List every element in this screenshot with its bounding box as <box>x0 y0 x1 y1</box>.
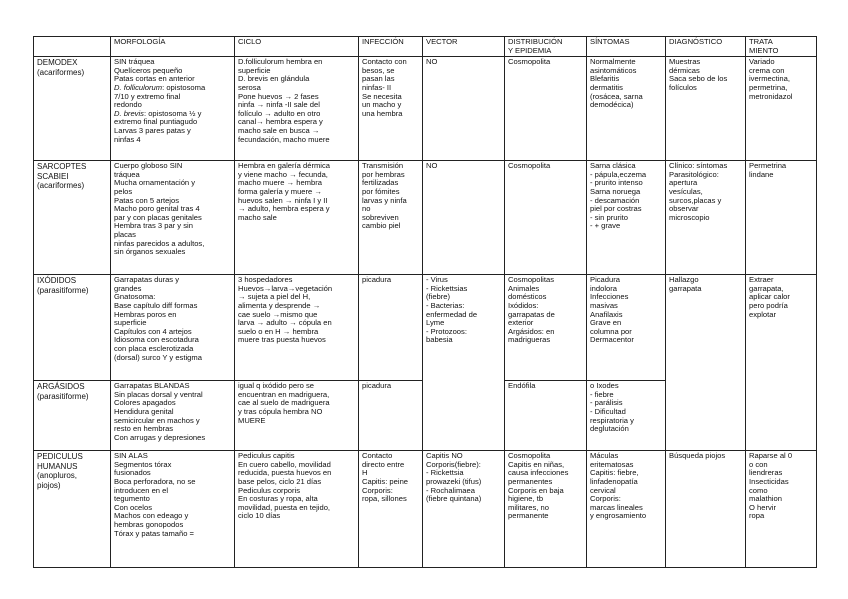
cell-line: fecundación, macho muere <box>238 134 330 144</box>
cell-line: Normalmente <box>590 57 636 67</box>
cell-line: D.folliculorum hembra en <box>238 57 323 67</box>
cell-line: H <box>362 468 368 478</box>
cell-line: Larvas 3 pares patas y <box>114 125 191 135</box>
header-row <box>34 37 817 57</box>
cell-line: tráquea <box>114 169 140 179</box>
cell-line: Mucha ornamentación y <box>114 178 196 188</box>
column-header <box>423 37 505 57</box>
cell-line: Corporis(fiebre): <box>426 459 481 469</box>
cell-line: permanentes <box>508 476 553 486</box>
cell-line: resto en hembras <box>114 424 174 434</box>
column-header <box>746 37 817 57</box>
cell-line: eritematosas <box>590 459 634 469</box>
cell-line: Endófila <box>508 381 536 391</box>
cell-line: (parasitiforme) <box>37 391 89 401</box>
cell-line: metronidazol <box>749 91 793 101</box>
cell-line: ropa <box>749 511 765 521</box>
species-cell <box>34 381 111 451</box>
column-header <box>505 37 587 57</box>
column-header <box>111 37 235 57</box>
cell-line: semicircular en machos y <box>114 415 200 425</box>
column-header <box>34 37 111 57</box>
cell-line: cambio piel <box>362 221 401 231</box>
cell-line: Capitis NO <box>426 451 463 461</box>
cell-line: D. brevis en glándula <box>238 74 310 84</box>
cell-line: marcas lineales <box>590 502 643 512</box>
cell-line: DIAGNÓSTICO <box>669 37 723 46</box>
cell-line: Quelíceros pequeño <box>114 65 183 75</box>
cell-line: demodécica) <box>590 100 634 110</box>
cell-line: ivermectina, <box>749 74 790 84</box>
cell-line: base pelos, ciclo 21 días <box>238 476 322 486</box>
cell-line: babesia <box>426 335 453 345</box>
cell-line: prowazeki (tifus) <box>426 476 482 486</box>
cell-line: NO <box>426 161 438 171</box>
cell-line: cae suelo →mismo que <box>238 309 318 319</box>
cell-morfologia <box>111 451 235 568</box>
cell-line: columna por <box>590 326 632 336</box>
cell-sintomas <box>587 57 666 161</box>
cell-line: SIN ALAS <box>114 451 148 461</box>
cell-line: y viene macho → fecunda, <box>238 169 328 179</box>
cell-sintomas <box>587 275 666 381</box>
cell-tratamiento <box>746 275 817 451</box>
cell-line: (acariformes) <box>37 181 85 191</box>
cell-line: Muestras <box>669 57 701 67</box>
cell-line-rest: : opistosoma ½ y <box>143 108 202 118</box>
parasites-table <box>33 36 817 568</box>
cell-line: garrapata, <box>749 283 784 293</box>
cell-line: (fiebre) <box>426 292 451 302</box>
cell-tratamiento <box>746 451 817 568</box>
cell-line: Base capítulo diff formas <box>114 300 198 310</box>
cell-line: lindane <box>749 169 774 179</box>
cell-line: superficie <box>238 65 271 75</box>
table-row <box>34 451 817 568</box>
cell-line: surcos,placas y <box>669 195 722 205</box>
cell-sintomas <box>587 451 666 568</box>
cell-line: CICLO <box>238 37 262 46</box>
cell-line: directo entre <box>362 459 405 469</box>
cell-line: Contacto <box>362 451 393 461</box>
cell-infeccion <box>359 161 423 275</box>
cell-line: 7/10 y extremo final <box>114 91 181 101</box>
cell-line: Con arrugas y depresiones <box>114 432 206 442</box>
cell-line: Raparse al 0 <box>749 451 793 461</box>
cell-sintomas <box>587 381 666 451</box>
cell-line: Pediculus corporis <box>238 485 301 495</box>
cell-line: permetrina, <box>749 82 788 92</box>
cell-line: SCABIEI <box>37 171 69 181</box>
cell-line: sin órganos sexuales <box>114 247 186 257</box>
cell-line: ninfas parecidos a adultos, <box>114 238 205 248</box>
cell-line: par y con placas genitales <box>114 212 202 222</box>
cell-line: DEMODEX <box>37 58 78 68</box>
species-name: D. folliculorum <box>114 82 163 92</box>
cell-line: VECTOR <box>426 37 458 46</box>
cell-line: - + grave <box>590 221 621 231</box>
cell-line: dermatitis <box>590 82 623 92</box>
cell-line: reducida, puesta huevos en <box>238 468 332 478</box>
cell-infeccion <box>359 451 423 568</box>
cell-line: besos, se <box>362 65 395 75</box>
cell-line: Búsqueda piojos <box>669 451 726 461</box>
cell-line: (fiebre quintana) <box>426 494 482 504</box>
cell-line: folículos <box>669 82 697 92</box>
cell-line: → adulto, hembra espera y <box>238 204 330 214</box>
cell-diagnostico <box>666 161 746 275</box>
cell-line: larva → adulto → cópula en <box>238 318 332 328</box>
cell-line: garrapatas de <box>508 309 555 319</box>
cell-line: Hallazgo <box>669 275 699 285</box>
cell-line: vesículas, <box>669 186 703 196</box>
cell-line: O hervir <box>749 502 777 512</box>
cell-line: aplicar calor <box>749 292 790 302</box>
cell-line: o Ixodes <box>590 381 619 391</box>
cell-ciclo <box>235 275 359 381</box>
cell-line: serosa <box>238 82 261 92</box>
cell-line: huevos salen → ninfa I y II <box>238 195 328 205</box>
cell-line: o con <box>749 459 768 469</box>
cell-line: NO <box>426 57 438 67</box>
cell-line: ciclo 10 días <box>238 511 281 521</box>
cell-line: tegumento <box>114 494 150 504</box>
cell-line: explotar <box>749 309 777 319</box>
cell-line: suelo o en H → hembra <box>238 326 319 336</box>
cell-line: Cosmopolita <box>508 161 551 171</box>
document-page <box>33 36 816 568</box>
cell-line: microscopio <box>669 212 710 222</box>
species-cell <box>34 275 111 381</box>
cell-line: Macho poro genital tras 4 <box>114 204 200 214</box>
cell-line: como <box>749 485 768 495</box>
cell-vector <box>423 57 505 161</box>
cell-distribucion <box>505 275 587 381</box>
cell-line: cervical <box>590 485 616 495</box>
cell-vector <box>423 275 505 451</box>
cell-line: (rosácea, sarna <box>590 91 643 101</box>
cell-line: - prurito intenso <box>590 178 643 188</box>
cell-line: Anafilaxis <box>590 309 623 319</box>
cell-line: muere tras puesta huevos <box>238 335 326 345</box>
cell-line: Cosmopolita <box>508 451 551 461</box>
cell-line: folículo → adulto en otro <box>238 108 321 118</box>
cell-line: Extraer <box>749 275 774 285</box>
cell-line: Con ocelos <box>114 502 152 512</box>
cell-morfologia <box>111 275 235 381</box>
cell-line: Permetrina <box>749 161 787 171</box>
cell-line: encuentran en madriguera, <box>238 389 330 399</box>
cell-line: forma galería y muere → <box>238 186 322 196</box>
cell-line: Corporis: <box>590 494 621 504</box>
cell-infeccion <box>359 275 423 381</box>
cell-line: y engrosamiento <box>590 511 647 521</box>
cell-line: Patas con 5 artejos <box>114 195 180 205</box>
cell-line: En cuero cabello, movilidad <box>238 459 331 469</box>
cell-line: ARGÁSIDOS <box>37 382 85 392</box>
cell-line: superficie <box>114 318 147 328</box>
cell-line: (anopluros, <box>37 471 78 481</box>
table-row <box>34 275 817 381</box>
cell-line: - Rickettsias <box>426 283 468 293</box>
cell-line: piojos) <box>37 480 61 490</box>
cell-line: Pediculus capitis <box>238 451 295 461</box>
cell-line: Machos con edeago y <box>114 511 189 521</box>
cell-line: HUMANUS <box>37 461 78 471</box>
cell-line: linfadenopatía <box>590 476 638 486</box>
cell-line: Hembra en galería dérmica <box>238 161 331 171</box>
cell-line: Corporis en baja <box>508 485 564 495</box>
cell-line: Máculas <box>590 451 619 461</box>
cell-line: cae al suelo de madriguera <box>238 398 330 408</box>
cell-line: no <box>362 204 371 214</box>
cell-diagnostico <box>666 57 746 161</box>
cell-line: Ixódidos: <box>508 300 539 310</box>
cell-line: Insecticidas <box>749 476 789 486</box>
cell-tratamiento <box>746 57 817 161</box>
cell-line: Sin placas dorsal y ventral <box>114 389 203 399</box>
table-row <box>34 57 817 161</box>
cell-line: Contacto con <box>362 57 407 67</box>
cell-line: - Rochalimaea <box>426 485 475 495</box>
cell-line: Segmentos tórax <box>114 459 172 469</box>
cell-line: redondo <box>114 100 142 110</box>
cell-line: Hembras poros en <box>114 309 177 319</box>
cell-line: Transmisión <box>362 161 404 171</box>
cell-line: macho sale en busca → <box>238 125 320 135</box>
cell-line: Sarna noruega <box>590 186 641 196</box>
column-header <box>235 37 359 57</box>
cell-line: respiratoria y <box>590 415 634 425</box>
species-cell <box>34 451 111 568</box>
cell-line: apertura <box>669 178 698 188</box>
cell-line: alimenta y desprende → <box>238 300 321 310</box>
cell-line: extremo final puntiagudo <box>114 117 198 127</box>
cell-line: Parasitológico: <box>669 169 719 179</box>
cell-line: un macho y <box>362 100 402 110</box>
cell-line: - descamación <box>590 195 640 205</box>
cell-distribucion <box>505 161 587 275</box>
cell-line: Lyme <box>426 318 445 328</box>
table-row <box>34 161 817 275</box>
cell-line: Capitis en niñas, <box>508 459 565 469</box>
cell-sintomas <box>587 161 666 275</box>
column-header <box>587 37 666 57</box>
cell-line: (dorsal) surco Y y estigma <box>114 352 202 362</box>
cell-line: pero podría <box>749 300 788 310</box>
cell-line: larvas y ninfa <box>362 195 407 205</box>
cell-line: igual q ixódido pero se <box>238 381 314 391</box>
cell-line: (acariformes) <box>37 67 85 77</box>
cell-morfologia <box>111 161 235 275</box>
cell-line: pelos <box>114 186 133 196</box>
cell-vector <box>423 451 505 568</box>
cell-line: domésticos <box>508 292 547 302</box>
cell-line: Cosmopolita <box>508 57 551 67</box>
cell-line: - parálisis <box>590 398 623 408</box>
cell-diagnostico <box>666 275 746 451</box>
cell-line: Garrapatas BLANDAS <box>114 381 190 391</box>
cell-line: Colores apagados <box>114 398 176 408</box>
cell-line: SIN tráquea <box>114 57 155 67</box>
cell-line: Corporis: <box>362 485 393 495</box>
cell-line: - fiebre <box>590 389 614 399</box>
cell-line: por hembras <box>362 169 405 179</box>
cell-line: Tórax y patas tamaño = <box>114 528 194 538</box>
cell-line: macho muere → hembra <box>238 178 322 188</box>
cell-line: Animales <box>508 283 540 293</box>
cell-line: Argásidos: en <box>508 326 555 336</box>
cell-line: Clínico: síntomas <box>669 161 728 171</box>
cell-ciclo <box>235 381 359 451</box>
cell-line: - pápula,eczema <box>590 169 647 179</box>
cell-line: Huevos→larva→vegetación <box>238 283 333 293</box>
cell-line: → sujeta a piel del H, <box>238 292 311 302</box>
cell-line: Capitis: peine <box>362 476 409 486</box>
cell-line: (parasitiforme) <box>37 285 89 295</box>
cell-tratamiento <box>746 161 817 275</box>
cell-line: Y EPIDEMIA <box>508 45 552 55</box>
cell-line: causa infecciones <box>508 468 569 478</box>
species-cell <box>34 57 111 161</box>
cell-line: SARCOPTES <box>37 162 87 172</box>
cell-line: placas <box>114 229 136 239</box>
cell-line: canal→ hembra espera y <box>238 117 323 127</box>
cell-ciclo <box>235 451 359 568</box>
cell-line: Idiosoma con escotadura <box>114 335 199 345</box>
cell-line: Variado <box>749 57 775 67</box>
cell-line: y tras cópula hembra NO <box>238 406 323 416</box>
cell-line: grandes <box>114 283 142 293</box>
cell-line: ninfas 4 <box>114 134 141 144</box>
cell-line: crema con <box>749 65 785 75</box>
cell-line: Cosmopolitas <box>508 275 555 285</box>
cell-line: permanente <box>508 511 549 521</box>
cell-line: por fómites <box>362 186 400 196</box>
cell-line: garrapata <box>669 283 702 293</box>
cell-line: macho sale <box>238 212 277 222</box>
cell-line: - Bacterias: <box>426 300 465 310</box>
cell-line: introducen en el <box>114 485 169 495</box>
cell-line: exterior <box>508 318 534 328</box>
cell-line: SÍNTOMAS <box>590 37 630 46</box>
cell-line: dérmicas <box>669 65 700 75</box>
cell-line: Saca sebo de los <box>669 74 728 84</box>
cell-line: malathion <box>749 494 782 504</box>
cell-line: Se necesita <box>362 91 402 101</box>
cell-line: picadura <box>362 381 392 391</box>
species-name: D. brevis <box>114 108 144 118</box>
cell-line: madrigueras <box>508 335 551 345</box>
cell-line: Blefaritis <box>590 74 620 84</box>
cell-line: - Dificultad <box>590 406 626 416</box>
cell-line: hembras gonopodos <box>114 519 184 529</box>
cell-line: MUERE <box>238 415 266 425</box>
cell-line: Boca perforadora, no se <box>114 476 196 486</box>
cell-line: Hembra tras 3 par y sin <box>114 221 193 231</box>
cell-line: DISTRIBUCIÓN <box>508 37 563 46</box>
cell-line: Infecciones <box>590 292 629 302</box>
column-header <box>666 37 746 57</box>
column-header <box>359 37 423 57</box>
cell-line: con placa esclerotizada <box>114 343 194 353</box>
cell-line: Capítulos con 4 artejos <box>114 326 192 336</box>
cell-line: Pone huevos → 2 fases <box>238 91 319 101</box>
cell-line: liendreras <box>749 468 783 478</box>
cell-line: una hembra <box>362 108 403 118</box>
cell-line: Patas cortas en anterior <box>114 74 195 84</box>
cell-line: Hendidura genital <box>114 406 174 416</box>
species-cell <box>34 161 111 275</box>
cell-line: INFECCIÓN <box>362 37 404 46</box>
cell-line: Sarna clásica <box>590 161 636 171</box>
cell-line: MIENTO <box>749 45 779 55</box>
cell-line: 3 hospedadores <box>238 275 293 285</box>
cell-ciclo <box>235 161 359 275</box>
cell-line-rest: : opistosoma <box>162 82 206 92</box>
cell-line: masivas <box>590 300 618 310</box>
cell-line: movilidad, puesta en tejido, <box>238 502 331 512</box>
cell-line: fertilizadas <box>362 178 399 188</box>
cell-line: ninfas- II <box>362 82 392 92</box>
cell-line: piel por costras <box>590 204 642 214</box>
cell-line: - Rickettsia <box>426 468 464 478</box>
cell-line: higiene, tb <box>508 494 544 504</box>
cell-line: enfermedad de <box>426 309 478 319</box>
cell-diagnostico <box>666 451 746 568</box>
cell-line: Dermacentor <box>590 335 634 345</box>
cell-line: Cuerpo globoso SIN <box>114 161 183 171</box>
cell-ciclo <box>235 57 359 161</box>
cell-line: ninfa → ninfa -II sale del <box>238 100 320 110</box>
cell-distribucion <box>505 381 587 451</box>
cell-line: pasan las <box>362 74 395 84</box>
cell-line: fusionados <box>114 468 151 478</box>
cell-line: Picadura <box>590 275 620 285</box>
cell-distribucion <box>505 57 587 161</box>
cell-line: deglutación <box>590 424 629 434</box>
cell-line: - sin prurito <box>590 212 628 222</box>
cell-vector <box>423 161 505 275</box>
cell-line: Garrapatas duras y <box>114 275 179 285</box>
cell-line: - Virus <box>426 275 448 285</box>
cell-distribucion <box>505 451 587 568</box>
cell-infeccion <box>359 57 423 161</box>
cell-infeccion <box>359 381 423 451</box>
cell-line: indolora <box>590 283 618 293</box>
cell-line: - Protozoos: <box>426 326 467 336</box>
cell-line: Grave en <box>590 318 622 328</box>
table-body <box>34 37 817 568</box>
cell-line: IXÓDIDOS <box>37 276 77 286</box>
cell-line: observar <box>669 204 699 214</box>
cell-line: militares, no <box>508 502 549 512</box>
cell-line: TRATA <box>749 37 773 46</box>
cell-line: PEDICULUS <box>37 452 83 462</box>
cell-line: Capitis: fiebre, <box>590 468 639 478</box>
cell-line: picadura <box>362 275 392 285</box>
cell-line: MORFOLOGÍA <box>114 37 166 46</box>
cell-line: ropa, sillones <box>362 494 407 504</box>
cell-line: En costuras y ropa, alta <box>238 494 318 504</box>
cell-line: asintomáticos <box>590 65 637 75</box>
cell-morfologia <box>111 57 235 161</box>
cell-line: sobreviven <box>362 212 399 222</box>
cell-line: Gnatosoma: <box>114 292 156 302</box>
cell-morfologia <box>111 381 235 451</box>
